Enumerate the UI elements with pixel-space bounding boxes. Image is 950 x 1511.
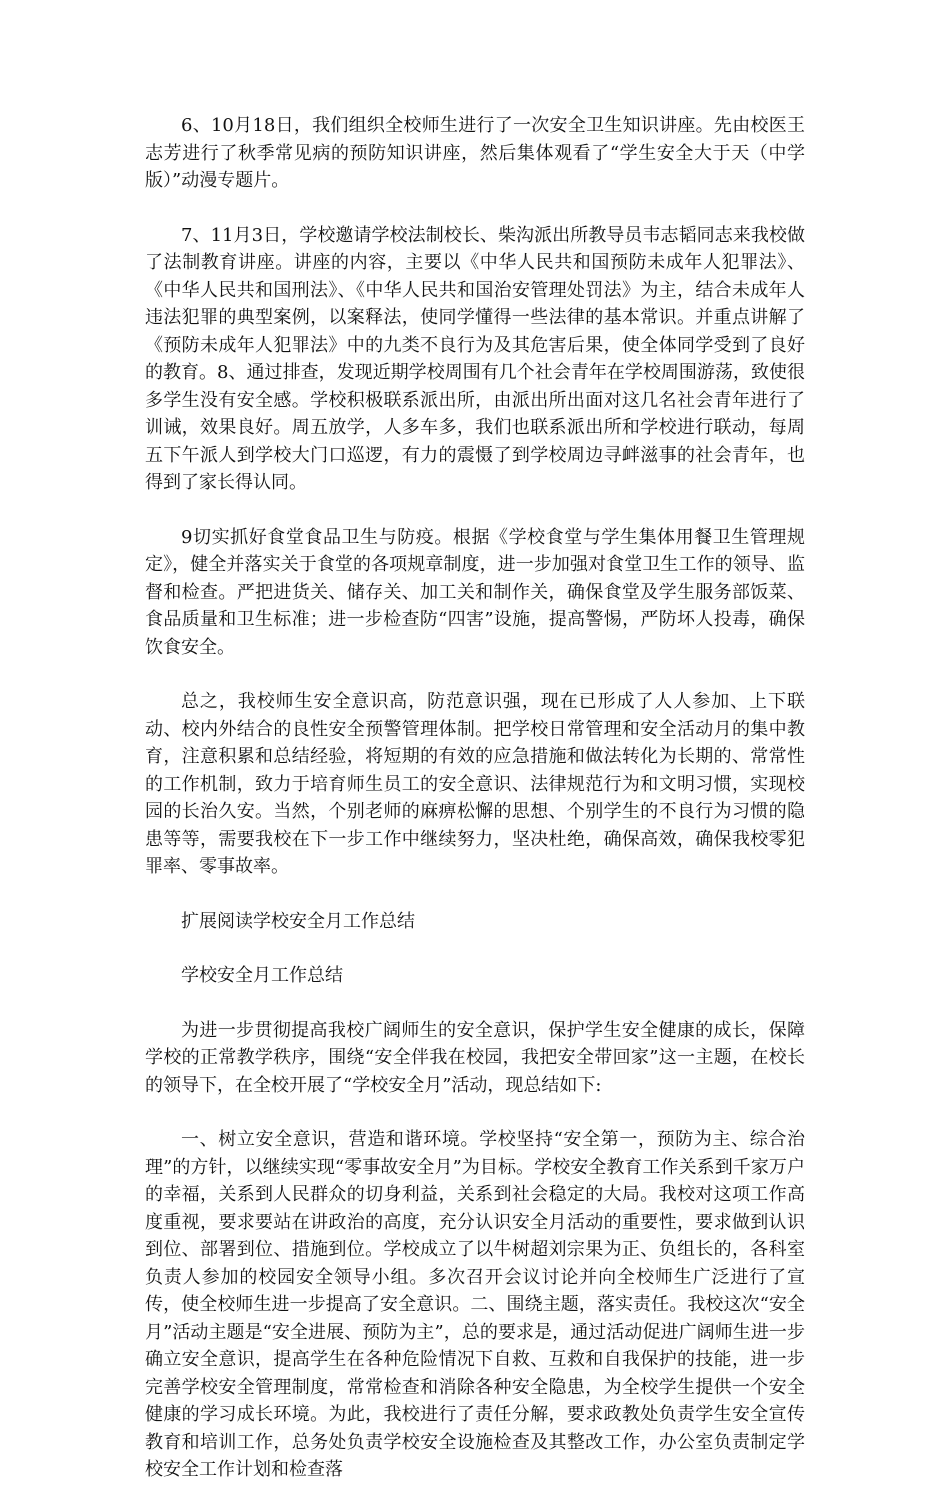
paragraph-section-1: 一、树立安全意识，营造和谐环境。学校坚持“安全第一，预防为主、综合治理”的方针，以继续实现“零事故安全月”为目标。学校安全教育工作关系到千家万户的幸福，关系到人民群众的切身利益，关系到社会稳定的大局。我校对这项工作高度重视，要求要站在讲政治的高度，充分认识安全月活动的重要性，要求做到认识到位、部署到位、措施到位。学校成立了以牛树超刘宗果为正、负组长的，各科室负责人参加的校园安全领导小组。多次召开会议讨论并向全校师生广泛进行了宣传，使全校师生进一步提高了安全意识。二、围绕主题，落实责任。我校这次“安全月”活动主题是“安全进展、预防为主”，总的要求是，通过活动促进广阔师生进一步确立安全意识，提高学生在各种危险情况下自救、互救和自我保护的技能，进一步完善学校安全管理制度，常常检查和消除各种安全隐患，为全校学生提供一个安全健康的学习成长环境。为此，我校进行了责任分解，要求政教处负责学生安全宣传教育和培训工作，总务处负责学校安全设施检查及其整改工作，办公室负责制定学校安全工作计划和检查落	[145, 1129, 805, 1480]
paragraph-conclusion: 总之，我校师生安全意识高，防范意识强，现在已形成了人人参加、上下联动、校内外结合的良性安全预警管理体制。把学校日常管理和安全活动月的集中教育，注意积累和总结经验，将短期的有效的应急措施和做法转化为长期的、常常性的工作机制，致力于培育师生员工的安全意识、法律规范行为和文明习惯，实现校园的长治久安。当然，个别老师的麻痹松懈的思想、个别学生的不良行为习惯的隐患等等，需要我校在下一步工作中继续努力，坚决杜绝，确保高效，确保我校零犯罪率、零事故率。	[145, 691, 805, 877]
paragraph-item-7-8: 7、11月3日，学校邀请学校法制校长、柴沟派出所教导员韦志韬同志来我校做了法制教育讲座。讲座的内容，主要以《中华人民共和国预防未成年人犯罪法》、《中华人民共和国刑法》、《中华人民共和国治安管理处罚法》为主，结合未成年人违法犯罪的典型案例，以案释法，使同学懂得一些法律的基本常识。并重点讲解了《预防未成年人犯罪法》中的九类不良行为及其危害后果，使全体同学受到了良好的教育。8、通过排查，发现近期学校周围有几个社会青年在学校周围游荡，致使很多学生没有安全感。学校积极联系派出所，由派出所出面对这几名社会青年进行了训诫，效果良好。周五放学，人多车多，我们也联系派出所和学校进行联动，每周五下午派人到学校大门口巡逻，有力的震慑了到学校周边寻衅滋事的社会青年，也得到了家长得认同。	[145, 224, 805, 493]
paragraph-item-9: 9切实抓好食堂食品卫生与防疫。根据《学校食堂与学生集体用餐卫生管理规定》，健全并落实关于食堂的各项规章制度，进一步加强对食堂卫生工作的领导、监督和检查。严把进货关、储存关、加工关和制作关，确保食堂及学生服务部饭菜、食品质量和卫生标准；进一步检查防“四害”设施，提高警惕，严防坏人投毒，确保饮食安全。	[145, 526, 805, 658]
paragraph-item-6: 6、10月18日，我们组织全校师生进行了一次安全卫生知识讲座。先由校医王志芳进行了秋季常见病的预防知识讲座，然后集体观看了“学生安全大于天（中学版）”动漫专题片。	[145, 115, 805, 191]
section-title: 学校安全月工作总结	[181, 965, 343, 986]
document-body	[145, 112, 805, 1511]
extended-reading-heading: 扩展阅读学校安全月工作总结	[181, 910, 415, 932]
paragraph-intro: 为进一步贯彻提高我校广阔师生的安全意识，保护学生安全健康的成长，保障学校的正常教学秩序，围绕“安全伴我在校园，我把安全带回家”这一主题，在校长的领导下，在全校开展了“学校安全月”活动，现总结如下:	[145, 1019, 805, 1096]
